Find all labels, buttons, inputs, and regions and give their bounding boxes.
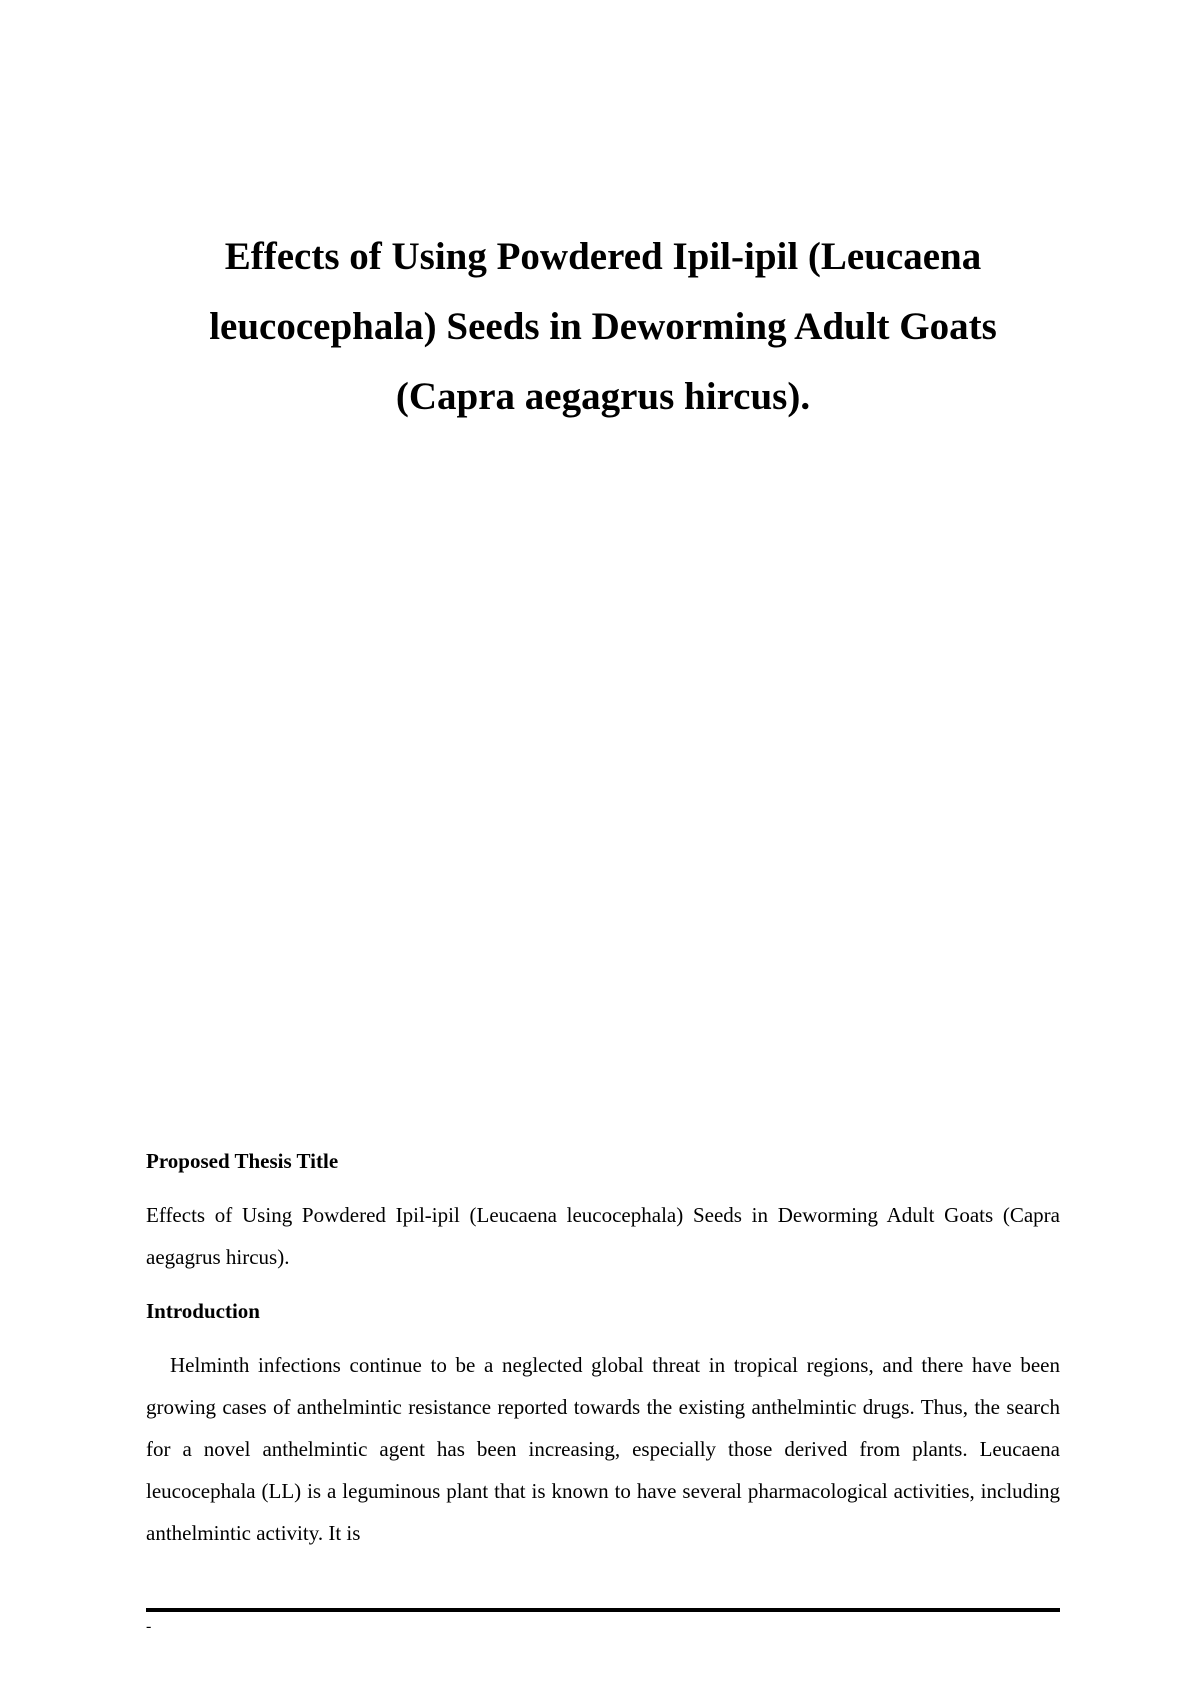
footnote-mark: - xyxy=(146,1618,152,1635)
document-body xyxy=(146,1148,1060,1554)
proposed-title-text: Effects of Using Powdered Ipil-ipil (Leucaena leucocephala) Seeds in Deworming Adult Goats (Capra aegagrus hircus). xyxy=(146,1203,1060,1269)
document-title xyxy=(150,222,1056,432)
footnote-separator xyxy=(146,1608,1060,1612)
spacer xyxy=(146,1324,1060,1344)
introduction-text: Helminth infections continue to be a neglected global threat in tropical regions, and there have been growing cases of anthelmintic resistance reported towards the existing anthelmintic drugs. Thus, the search for a novel anthelmintic agent has been increasing, especially those derived from plants. Leucaena leucocephala (LL) is a leguminous plant that is known to have several pharmacological activities, including anthelmintic activity. It is xyxy=(146,1353,1060,1545)
spacer xyxy=(146,1278,1060,1298)
introduction-heading: Introduction xyxy=(146,1299,260,1323)
title-line-2: leucocephala) Seeds in Deworming Adult Goats xyxy=(209,305,997,348)
spacer xyxy=(146,1174,1060,1194)
title-line-1: Effects of Using Powdered Ipil-ipil (Leucaena xyxy=(224,235,982,278)
title-line-3: (Capra aegagrus hircus). xyxy=(395,375,811,418)
proposed-title-heading: Proposed Thesis Title xyxy=(146,1149,339,1173)
